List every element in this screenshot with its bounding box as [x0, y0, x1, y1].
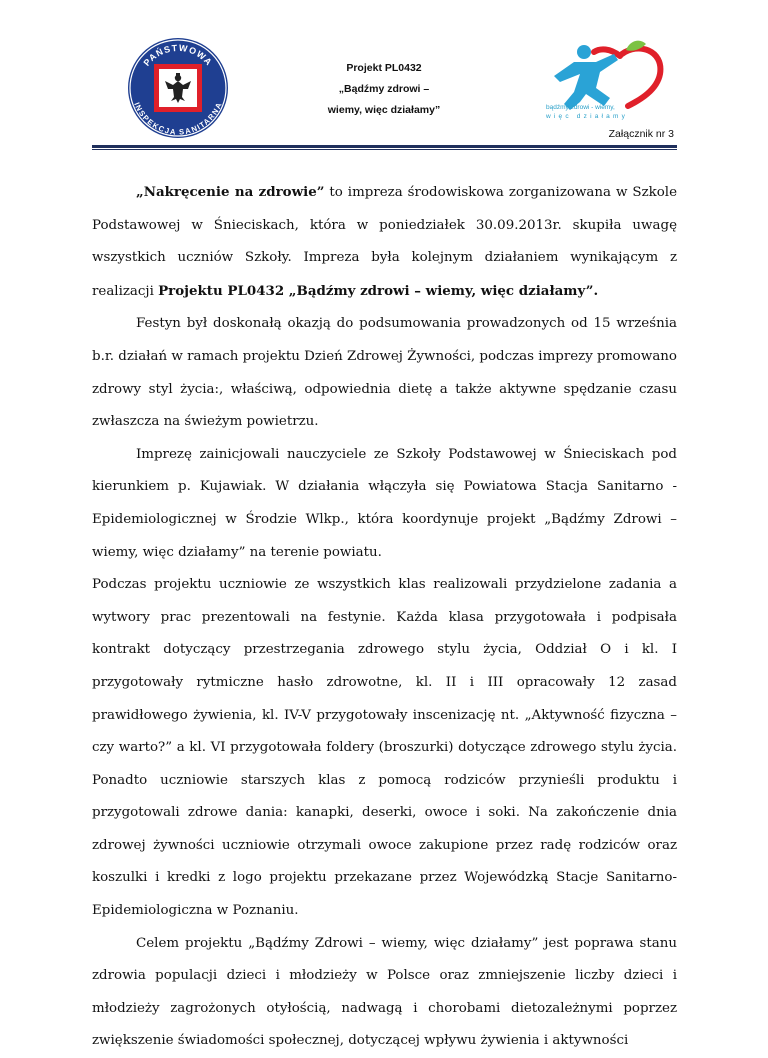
header-divider-thick	[92, 145, 677, 148]
running-figure-icon	[554, 45, 618, 110]
paragraph-1-text: to impreza środowiskowa zorganizowana w Szkole Podstawowej w Śnieciskach, która w poniedziałek 30.09.2013r. skupiła uwagę wszystkich uczniów Szkoły. Impreza była kolejnym działaniem wynikającym z realizacji	[92, 185, 678, 299]
document-body	[92, 176, 677, 1058]
paragraph-4: Podczas projektu uczniowie ze wszystkich klas realizowali przydzielone zadania a wytwory prac prezentowali na festynie. Każda klasa przygotowała i podpisała kontrakt dotyczący przestrzegania zdrowego stylu życia, Oddział O i kl. I przygotowały rytmiczne hasło zdrowotne, kl. II i III opracowały 12 zasad prawidłowego żywienia, kl. IV-V przygotowały inscenizację nt. „Aktywność fizyczna – czy warto?” a kl. VI przygotowała foldery (broszurki) dotyczące zdrowego stylu życia. Ponadto uczniowie starszych klas z pomocą rodziców przynieśli produktu i przygotowali zdrowe dania: kanapki, deserki, owoce i soki. Na zakończenie dnia zdrowej żywności uczniowie otrzymali owoce zakupione przez radę rodziców oraz koszulki i kredki z logo projektu przekazane przez Wojewódzką Stacje Sanitarno-Epidemiologiczna w Poznaniu.	[92, 577, 677, 919]
seal-text-bottom: INSPEKCJA SANITARNA	[132, 101, 224, 137]
seal-text-top: PAŃSTWOWA	[141, 42, 215, 68]
paragraph-5: Celem projektu „Bądźmy Zdrowi – wiemy, więc działamy” jest poprawa stanu zdrowia populacji dzieci i młodzieży w Polsce oraz zmniejszenie liczby dzieci i młodzieży zagrożonych otyłością, nadwagą i chorobami dietozależnymi poprzez zwiększenie świadomości społecznej, dotyczącej wpływu żywienia i aktywności	[92, 935, 677, 1049]
header-divider-thin	[92, 149, 677, 150]
project-name-line2: wiemy, więc działamy”	[327, 104, 441, 116]
event-title: „Nakręcenie na zdrowie”	[136, 184, 325, 200]
paragraph-1	[92, 176, 677, 308]
project-header	[270, 58, 498, 121]
project-name-line1: „Bądźmy zdrowi –	[338, 83, 430, 95]
paragraph-3: Imprezę zainicjowali nauczyciele ze Szkoły Podstawowej w Śnieciskach pod kierunkiem p. Kujawiak. W działania włączyła się Powiatowa Stacja Sanitarno - Epidemiologicznej w Środzie Wlkp., która koordynuje projekt „Bądźmy Zdrowi – wiemy, więc działamy” na terenie powiatu.	[92, 446, 677, 560]
state-sanitary-inspection-seal	[127, 37, 229, 139]
logo-caption-line1: bądźmy zdrowi - wiemy,	[546, 104, 615, 111]
logo-caption-line2: więc działamy	[546, 113, 629, 120]
paragraph-2: Festyn był doskonałą okazją do podsumowania prowadzonych od 15 września b.r. działań w ramach projektu Dzień Zdrowej Żywności, podczas imprezy promowano zdrowy styl życia:, właściwą, odpowiednia dietę a także aktywne spędzanie czasu zwłaszcza na świeżym powietrzu.	[92, 316, 677, 430]
project-code: Projekt PL0432	[346, 62, 422, 74]
project-reference: Projektu PL0432 „Bądźmy zdrowi – wiemy, więc działamy”.	[158, 282, 599, 299]
logo-caption	[546, 103, 666, 121]
annex-label: Załącznik nr 3	[608, 128, 674, 140]
